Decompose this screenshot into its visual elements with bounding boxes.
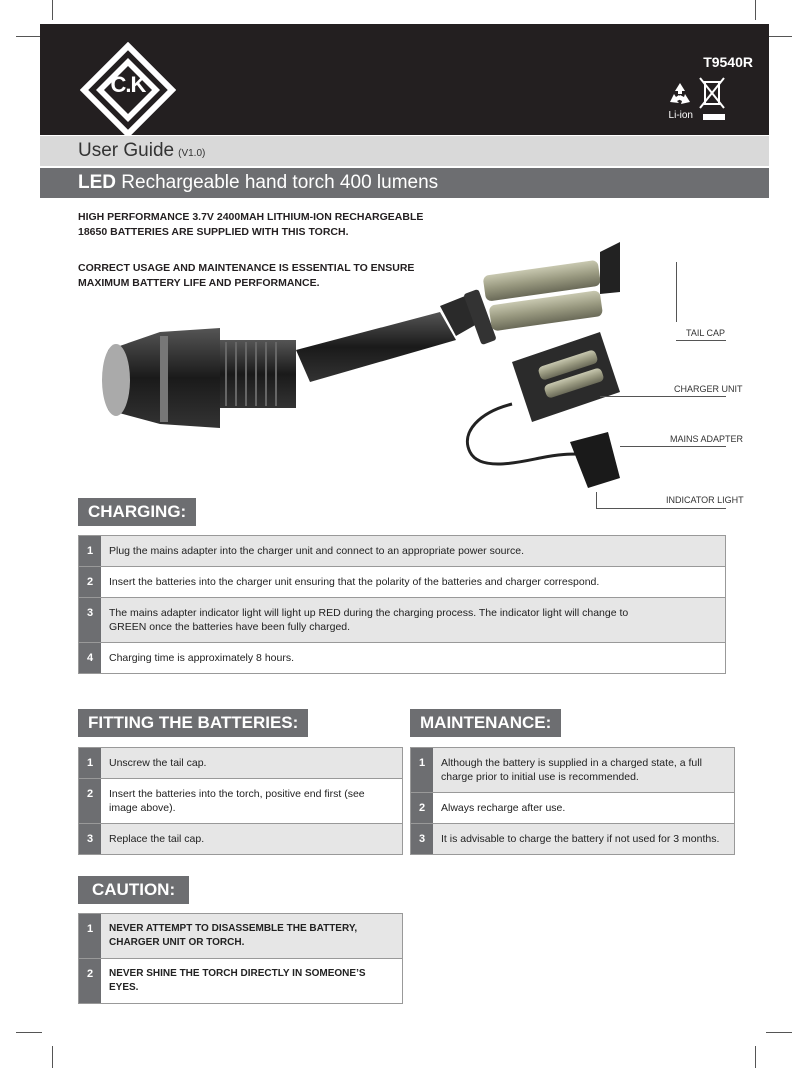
charging-heading: CHARGING: <box>78 498 196 526</box>
maintenance-table <box>410 747 735 855</box>
callout-mains-adapter: MAINS ADAPTER <box>670 434 744 444</box>
crop-mark <box>52 1046 53 1068</box>
crop-mark <box>52 0 53 20</box>
ck-logo <box>80 42 176 138</box>
guide-version: (V1.0) <box>178 148 206 159</box>
table-row <box>79 779 402 824</box>
callout-charger-unit: CHARGER UNIT <box>674 384 743 394</box>
table-row <box>79 536 725 567</box>
table-row <box>79 598 725 643</box>
step-number: 2 <box>79 779 101 823</box>
crop-mark <box>766 1032 792 1033</box>
caution-heading: CAUTION: <box>78 876 189 904</box>
charging-table <box>78 535 726 674</box>
table-row <box>79 748 402 779</box>
product-title-bar <box>40 168 769 198</box>
step-number: 1 <box>79 748 101 778</box>
step-text: Although the battery is supplied in a charged state, a full charge prior to initial use is recommended. <box>433 748 734 792</box>
step-number: 1 <box>411 748 433 792</box>
recycle-icon <box>665 80 695 110</box>
step-number: 3 <box>79 824 101 854</box>
guide-title-bar <box>40 136 769 166</box>
callout-line <box>600 396 726 397</box>
guide-title: User Guide (V1.0) <box>78 140 206 161</box>
caution-table <box>78 913 403 1004</box>
step-text: Insert the batteries into the torch, positive end first (see image above). <box>109 788 365 814</box>
weee-bar <box>703 114 725 120</box>
table-row <box>79 567 725 598</box>
callout-line <box>676 262 677 322</box>
step-text: NEVER SHINE THE TORCH DIRECTLY IN SOMEONE’S EYES. <box>109 968 366 993</box>
callout-line <box>596 492 597 508</box>
step-number: 1 <box>79 914 101 958</box>
step-text: Insert the batteries into the charger unit ensuring that the polarity of the batteries and charger correspond. <box>109 576 600 588</box>
table-row <box>79 959 402 1003</box>
table-row <box>411 824 734 854</box>
step-text: Charging time is approximately 8 hours. <box>109 652 295 664</box>
table-row <box>79 643 725 673</box>
callout-tail-cap: TAIL CAP <box>686 328 726 338</box>
model-number: T9540R <box>703 54 753 70</box>
table-row <box>411 793 734 824</box>
intro-paragraph-2: CORRECT USAGE AND MAINTENANCE IS ESSENTIAL TO ENSURE MAXIMUM BATTERY LIFE AND PERFORMANCE. <box>78 262 415 289</box>
torch-illustration <box>100 232 620 494</box>
step-number: 3 <box>79 598 101 642</box>
table-row <box>79 824 402 854</box>
step-text: The mains adapter indicator light will light up RED during the charging process. The indicator light will change to GREEN once the batteries have been fully charged. <box>101 598 725 642</box>
step-text: Unscrew the tail cap. <box>101 748 402 778</box>
logo-text: C.K <box>110 72 146 97</box>
maintenance-heading: MAINTENANCE: <box>410 709 561 737</box>
callout-line <box>596 508 726 509</box>
crop-mark <box>766 36 792 37</box>
step-text: NEVER ATTEMPT TO DISASSEMBLE THE BATTERY, CHARGER UNIT OR TORCH. <box>101 914 402 958</box>
product-title: LED Rechargeable hand torch 400 lumens <box>78 172 439 193</box>
fitting-table <box>78 747 403 855</box>
crop-mark <box>16 36 42 37</box>
step-number: 2 <box>411 793 433 823</box>
battery-type-label: Li-ion <box>668 110 693 121</box>
table-row <box>411 748 734 793</box>
header-banner <box>40 24 769 135</box>
step-text: It is advisable to charge the battery if not used for 3 months. <box>433 824 734 854</box>
callout-line <box>676 340 726 341</box>
callout-indicator-light: INDICATOR LIGHT <box>666 495 744 505</box>
step-number: 3 <box>411 824 433 854</box>
crop-mark <box>16 1032 42 1033</box>
step-number: 2 <box>79 959 101 1003</box>
intro-paragraph-1: HIGH PERFORMANCE 3.7V 2400MAH LITHIUM-ION RECHARGEABLE 18650 BATTERIES ARE SUPPLIED WITH THIS TORCH. <box>78 211 424 238</box>
step-text: Always recharge after use. <box>441 802 566 814</box>
step-text: Replace the tail cap. <box>101 824 402 854</box>
step-number: 4 <box>79 643 101 673</box>
step-text: Plug the mains adapter into the charger unit and connect to an appropriate power source. <box>101 536 725 566</box>
step-number: 1 <box>79 536 101 566</box>
crop-mark <box>755 1046 756 1068</box>
weee-bin-icon <box>697 76 727 116</box>
callout-line <box>620 446 726 447</box>
step-number: 2 <box>79 567 101 597</box>
crop-mark <box>755 0 756 20</box>
table-row <box>79 914 402 959</box>
fitting-heading: FITTING THE BATTERIES: <box>78 709 308 737</box>
